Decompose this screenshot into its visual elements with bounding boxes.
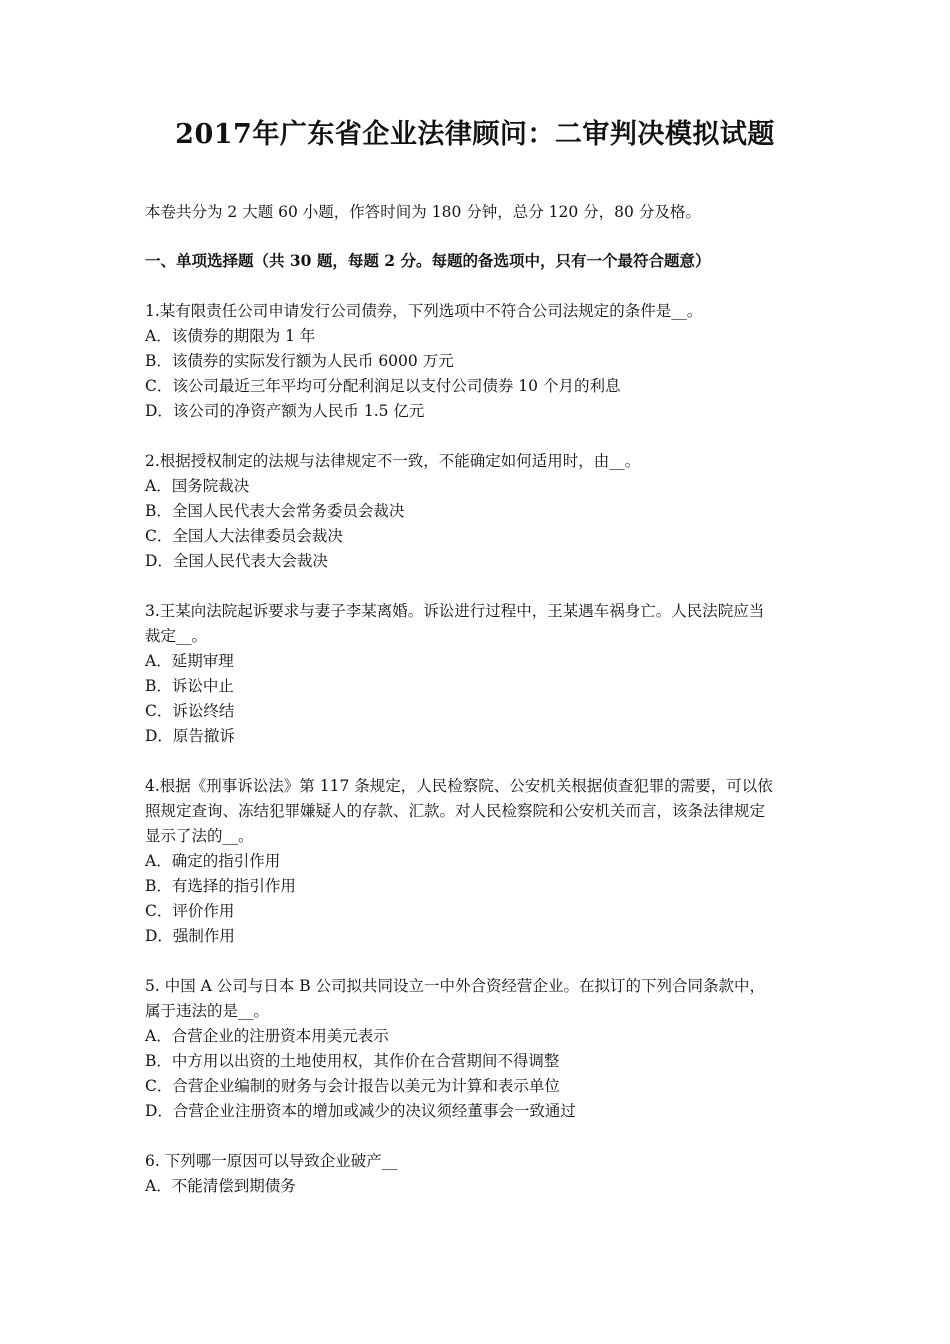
- question-text-continued: 显示了法的__。: [145, 827, 254, 845]
- question-text: 5. 中国 A 公司与日本 B 公司拟共同设立一中外合资经营企业。在拟订的下列合同条款中，: [145, 977, 766, 995]
- option-d: D．该公司的净资产额为人民币 1.5 亿元: [145, 402, 425, 420]
- option-b: B．该债券的实际发行额为人民币 6000 万元: [145, 352, 454, 370]
- section-heading: 一、单项选择题（共 30 题，每题 2 分。每题的备选项中，只有一个最符合题意）: [145, 251, 711, 270]
- option-a: A．确定的指引作用: [145, 852, 281, 870]
- option-a: A．延期审理: [145, 652, 234, 670]
- exam-intro: 本卷共分为 2 大题 60 小题，作答时间为 180 分钟，总分 120 分，80 分及格。: [145, 203, 701, 221]
- option-d: D．强制作用: [145, 927, 235, 945]
- option-d: D．原告撤诉: [145, 727, 235, 745]
- question-text: 6. 下列哪一原因可以导致企业破产__: [145, 1152, 398, 1170]
- option-b: B．中方用以出资的土地使用权，其作价在合营期间不得调整: [145, 1052, 560, 1070]
- option-b: B．诉讼中止: [145, 677, 234, 695]
- question-text-continued: 裁定__。: [145, 627, 208, 645]
- question-text: 2.根据授权制定的法规与法律规定不一致，不能确定如何适用时，由__。: [145, 452, 641, 470]
- question-text: 4.根据《刑事诉讼法》第 117 条规定，人民检察院、公安机关根据侦查犯罪的需要，可以依: [145, 777, 773, 795]
- option-c: C．该公司最近三年平均可分配利润足以支付公司债券 10 个月的利息: [145, 377, 621, 395]
- question-text-continued: 照规定查询、冻结犯罪嫌疑人的存款、汇款。对人民检察院和公安机关而言，该条法律规定: [145, 802, 766, 820]
- option-c: C．合营企业编制的财务与会计报告以美元为计算和表示单位: [145, 1077, 560, 1095]
- option-c: C．全国人大法律委员会裁决: [145, 527, 343, 545]
- option-d: D．合营企业注册资本的增加或减少的决议须经董事会一致通过: [145, 1102, 576, 1120]
- option-b: B．有选择的指引作用: [145, 877, 296, 895]
- option-a: A．该债券的期限为 1 年: [145, 327, 316, 345]
- question-text: 1.某有限责任公司申请发行公司债券，下列选项中不符合公司法规定的条件是__。: [145, 302, 703, 320]
- option-a: A．合营企业的注册资本用美元表示: [145, 1027, 389, 1045]
- document-title: 2017年广东省企业法律顾问：二审判决模拟试题: [175, 119, 775, 150]
- option-c: C．诉讼终结: [145, 702, 235, 720]
- option-c: C．评价作用: [145, 902, 235, 920]
- option-a: A．不能清偿到期债务: [145, 1177, 296, 1195]
- option-a: A．国务院裁决: [145, 477, 250, 495]
- option-d: D．全国人民代表大会裁决: [145, 552, 328, 570]
- question-text: 3.王某向法院起诉要求与妻子李某离婚。诉讼进行过程中，王某遇车祸身亡。人民法院应当: [145, 602, 765, 620]
- question-text-continued: 属于违法的是__。: [145, 1002, 270, 1020]
- option-b: B．全国人民代表大会常务委员会裁决: [145, 502, 405, 520]
